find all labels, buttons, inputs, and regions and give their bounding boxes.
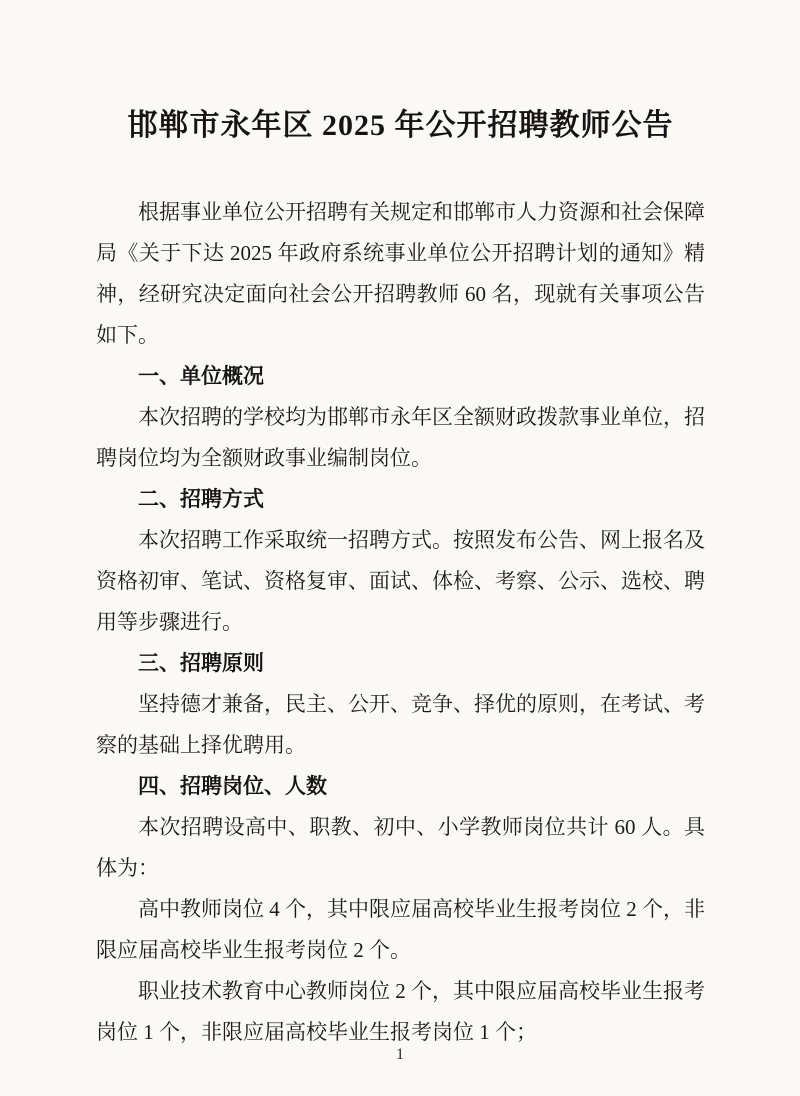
section-heading-2: 二、招聘方式 bbox=[138, 488, 264, 511]
paragraph-positions-total: 本次招聘设高中、职教、初中、小学教师岗位共计 60 人。具体为： bbox=[96, 815, 705, 880]
paragraph-intro: 根据事业单位公开招聘有关规定和邯郸市人力资源和社会保障局《关于下达 2025 年政府系统事业单位公开招聘计划的通知》精神，经研究决定面向社会公开招聘教师 60 名，现就有关事项公告如下。 bbox=[96, 200, 705, 347]
paragraph-vocational-posts: 职业技术教育中心教师岗位 2 个，其中限应届高校毕业生报考岗位 1 个，非限应届高校毕业生报考岗位 1 个； bbox=[96, 979, 705, 1044]
paragraph-recruit-method: 本次招聘工作采取统一招聘方式。按照发布公告、网上报名及资格初审、笔试、资格复审、面试、体检、考察、公示、选校、聘用等步骤进行。 bbox=[96, 528, 705, 634]
paragraph-highschool-posts: 高中教师岗位 4 个，其中限应届高校毕业生报考岗位 2 个，非限应届高校毕业生报考岗位 2 个。 bbox=[96, 897, 705, 962]
page-number: 1 bbox=[396, 1046, 404, 1063]
paragraph-principles: 坚持德才兼备，民主、公开、竞争、择优的原则，在考试、考察的基础上择优聘用。 bbox=[96, 692, 705, 757]
section-heading-4: 四、招聘岗位、人数 bbox=[138, 775, 327, 798]
document-title: 邯郸市永年区 2025 年公开招聘教师公告 bbox=[127, 109, 674, 142]
section-heading-3: 三、招聘原则 bbox=[138, 652, 264, 675]
paragraph-unit-overview: 本次招聘的学校均为邯郸市永年区全额财政拨款事业单位，招聘岗位均为全额财政事业编制岗位。 bbox=[96, 405, 705, 470]
section-heading-1: 一、单位概况 bbox=[138, 365, 264, 388]
